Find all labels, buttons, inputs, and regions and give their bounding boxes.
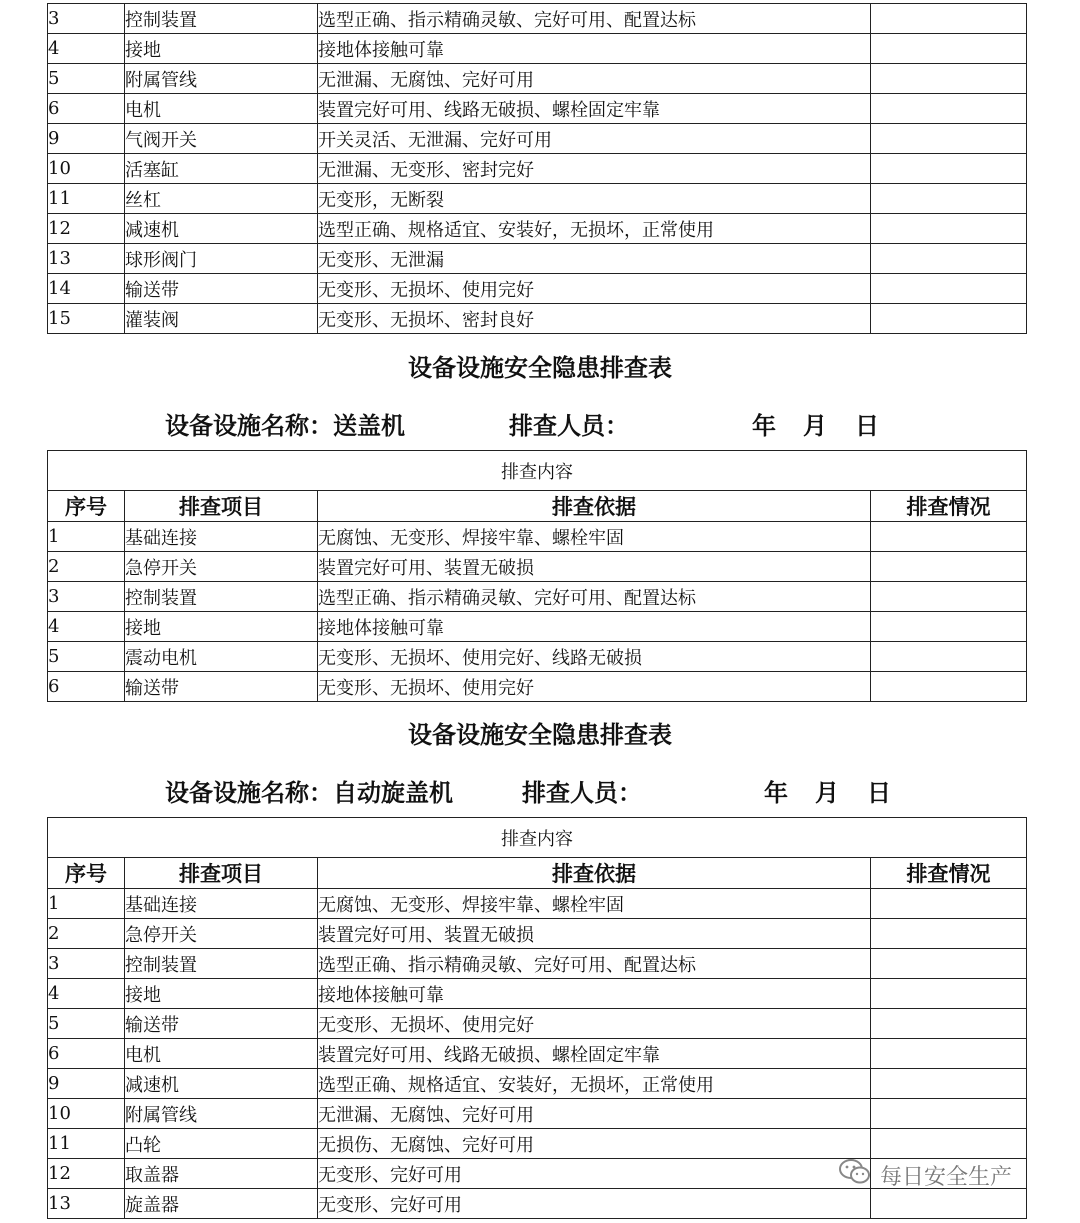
cell-item: 控制装置 [125,4,318,34]
cell-result [871,582,1027,612]
cell-result [871,304,1027,334]
date-month: 月 [803,411,827,440]
cell-basis: 接地体接触可靠 [318,612,871,642]
cell-result [871,274,1027,304]
cell-no: 1 [48,889,125,919]
cell-basis: 装置完好可用、线路无破损、螺栓固定牢靠 [318,1039,871,1069]
cell-result [871,919,1027,949]
table-row [48,552,1027,582]
cell-basis: 无变形、无损坏、密封良好 [318,304,871,334]
table-row [48,274,1027,304]
cell-item: 电机 [125,1039,318,1069]
date-day: 日 [855,411,879,440]
cell-item: 输送带 [125,672,318,702]
table-row [48,642,1027,672]
table-row [48,94,1027,124]
table-row [48,1099,1027,1129]
header-result: 排查情况 [871,491,1027,522]
cell-result [871,612,1027,642]
table-row [48,889,1027,919]
table-row [48,612,1027,642]
cell-item: 接地 [125,612,318,642]
header-no: 序号 [48,858,125,889]
cell-item: 取盖器 [125,1159,318,1189]
cell-basis: 选型正确、指示精确灵敏、完好可用、配置达标 [318,4,871,34]
table-row [48,1129,1027,1159]
cell-item: 凸轮 [125,1129,318,1159]
group-header: 排查内容 [48,818,1027,858]
date-year: 年 [752,411,776,440]
cell-basis: 选型正确、指示精确灵敏、完好可用、配置达标 [318,949,871,979]
inspection-table-continued [47,3,1027,334]
cell-result [871,1069,1027,1099]
cell-no: 2 [48,919,125,949]
cell-no: 5 [48,1009,125,1039]
cell-item: 基础连接 [125,889,318,919]
cell-item: 活塞缸 [125,154,318,184]
table-row [48,304,1027,334]
cell-basis: 选型正确、规格适宜、安装好，无损坏，正常使用 [318,214,871,244]
cell-basis: 装置完好可用、装置无破损 [318,919,871,949]
cell-item: 减速机 [125,214,318,244]
table-row [48,1189,1027,1219]
cell-basis: 无泄漏、无腐蚀、完好可用 [318,1099,871,1129]
cell-result [871,979,1027,1009]
cell-no: 13 [48,1189,125,1219]
cell-result [871,124,1027,154]
cell-result [871,1009,1027,1039]
cell-no: 10 [48,154,125,184]
cell-item: 基础连接 [125,522,318,552]
cell-basis: 无泄漏、无腐蚀、完好可用 [318,64,871,94]
cell-item: 急停开关 [125,552,318,582]
date-day: 日 [867,778,891,807]
cell-result [871,889,1027,919]
cell-item: 控制装置 [125,949,318,979]
cell-result [871,522,1027,552]
cell-result [871,244,1027,274]
cell-no: 12 [48,1159,125,1189]
group-header: 排查内容 [48,451,1027,491]
cell-basis: 无腐蚀、无变形、焊接牢靠、螺栓牢固 [318,522,871,552]
cell-item: 减速机 [125,1069,318,1099]
table-row [48,64,1027,94]
cell-item: 输送带 [125,274,318,304]
cell-no: 3 [48,582,125,612]
cell-no: 6 [48,672,125,702]
watermark [838,1158,1012,1192]
cell-result [871,552,1027,582]
cell-basis: 无腐蚀、无变形、焊接牢靠、螺栓牢固 [318,889,871,919]
cell-item: 震动电机 [125,642,318,672]
inspector-label: 排查人员： [522,778,642,807]
cell-item: 控制装置 [125,582,318,612]
header-no: 序号 [48,491,125,522]
cell-no: 9 [48,1069,125,1099]
cell-result [871,214,1027,244]
cell-result [871,184,1027,214]
cell-item: 球形阀门 [125,244,318,274]
cell-item: 气阀开关 [125,124,318,154]
cell-no: 5 [48,642,125,672]
section-title: 设备设施安全隐患排查表 [408,353,672,382]
header-item: 排查项目 [125,491,318,522]
inspection-table [47,450,1027,702]
header-result: 排查情况 [871,858,1027,889]
table-row [48,214,1027,244]
cell-result [871,1129,1027,1159]
table-row [48,1009,1027,1039]
table-row [48,1069,1027,1099]
cell-basis: 无变形，无断裂 [318,184,871,214]
cell-basis: 无泄漏、无变形、密封完好 [318,154,871,184]
table-row [48,184,1027,214]
cell-no: 3 [48,4,125,34]
cell-no: 11 [48,184,125,214]
date-month: 月 [815,778,839,807]
cell-basis: 无变形、无泄漏 [318,244,871,274]
cell-basis: 无变形、完好可用 [318,1189,871,1219]
cell-item: 急停开关 [125,919,318,949]
cell-result [871,1099,1027,1129]
cell-basis: 无变形、无损坏、使用完好 [318,274,871,304]
cell-basis: 无变形、无损坏、使用完好 [318,672,871,702]
cell-result [871,949,1027,979]
cell-no: 6 [48,1039,125,1069]
header-item: 排查项目 [125,858,318,889]
header-basis: 排查依据 [318,491,871,522]
cell-no: 12 [48,214,125,244]
cell-item: 丝杠 [125,184,318,214]
cell-result [871,94,1027,124]
cell-item: 电机 [125,94,318,124]
cell-no: 14 [48,274,125,304]
cell-no: 4 [48,612,125,642]
table-row [48,154,1027,184]
cell-no: 11 [48,1129,125,1159]
cell-no: 10 [48,1099,125,1129]
cell-result [871,672,1027,702]
cell-no: 15 [48,304,125,334]
table-row [48,124,1027,154]
cell-item: 附属管线 [125,1099,318,1129]
table-row [48,919,1027,949]
section-title: 设备设施安全隐患排查表 [408,720,672,749]
cell-basis: 无损伤、无腐蚀、完好可用 [318,1129,871,1159]
cell-item: 旋盖器 [125,1189,318,1219]
cell-item: 输送带 [125,1009,318,1039]
cell-result [871,4,1027,34]
table-row [48,522,1027,552]
cell-item: 接地 [125,34,318,64]
cell-basis: 接地体接触可靠 [318,979,871,1009]
table-row [48,1039,1027,1069]
cell-result [871,154,1027,184]
cell-no: 2 [48,552,125,582]
equipment-name: 设备设施名称：送盖机 [165,411,405,440]
cell-no: 5 [48,64,125,94]
date-year: 年 [764,778,788,807]
table-row [48,949,1027,979]
cell-no: 4 [48,979,125,1009]
cell-basis: 选型正确、指示精确灵敏、完好可用、配置达标 [318,582,871,612]
cell-no: 1 [48,522,125,552]
cell-result [871,1039,1027,1069]
cell-no: 9 [48,124,125,154]
watermark-text: 每日安全生产 [880,1164,1013,1190]
cell-basis: 无变形、完好可用 [318,1159,871,1189]
table-row [48,34,1027,64]
table-row [48,582,1027,612]
cell-result [871,64,1027,94]
cell-no: 4 [48,34,125,64]
cell-result [871,642,1027,672]
cell-no: 6 [48,94,125,124]
cell-basis: 开关灵活、无泄漏、完好可用 [318,124,871,154]
table-row [48,672,1027,702]
table-row [48,244,1027,274]
cell-no: 3 [48,949,125,979]
inspector-label: 排查人员： [509,411,629,440]
table-row [48,4,1027,34]
cell-result [871,34,1027,64]
cell-basis: 接地体接触可靠 [318,34,871,64]
cell-basis: 装置完好可用、装置无破损 [318,552,871,582]
cell-basis: 无变形、无损坏、使用完好 [318,1009,871,1039]
cell-basis: 装置完好可用、线路无破损、螺栓固定牢靠 [318,94,871,124]
table-row [48,979,1027,1009]
cell-item: 附属管线 [125,64,318,94]
wechat-icon [838,1158,872,1192]
cell-no: 13 [48,244,125,274]
equipment-name: 设备设施名称：自动旋盖机 [165,778,453,807]
cell-item: 灌装阀 [125,304,318,334]
cell-basis: 选型正确、规格适宜、安装好，无损坏，正常使用 [318,1069,871,1099]
cell-result [871,1189,1027,1219]
header-basis: 排查依据 [318,858,871,889]
cell-basis: 无变形、无损坏、使用完好、线路无破损 [318,642,871,672]
cell-item: 接地 [125,979,318,1009]
